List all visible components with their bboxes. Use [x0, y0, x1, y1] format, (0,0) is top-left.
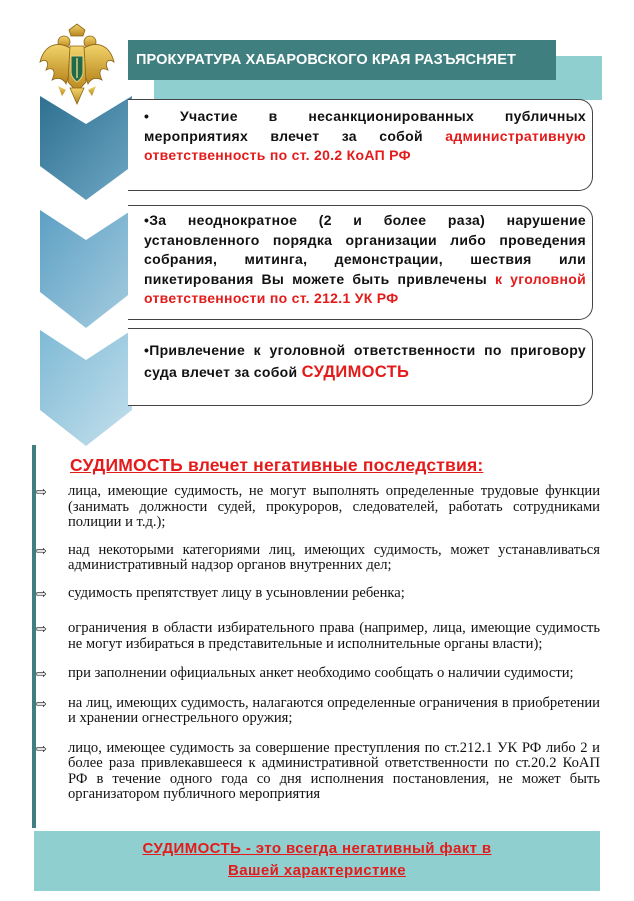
step-3-box — [128, 328, 593, 406]
list-item-text: судимость препятствует лицу в усыновлении ребенка; — [68, 584, 405, 601]
page-title: ПРОКУРАТУРА ХАБАРОВСКОГО КРАЯ РАЗЪЯСНЯЕТ — [128, 40, 556, 80]
list-item — [36, 696, 600, 727]
arrow-right-icon: ⇨ — [36, 622, 47, 637]
list-item — [36, 621, 600, 652]
step-1-box — [128, 99, 593, 191]
step-2-highlight: к уголовной ответственности по ст. 212.1 УК РФ — [144, 270, 586, 306]
footer-text — [34, 838, 600, 882]
list-item — [36, 484, 600, 531]
step-2-box — [128, 205, 593, 320]
consequences-title: СУДИМОСТЬ влечет негативные последствия: — [70, 455, 484, 475]
step-1-chevron — [40, 96, 132, 200]
step-3-text: •Привлечение к уголовной ответственности по приговору суда влечет за собой — [144, 342, 586, 380]
list-item-text: лица, имеющие судимость, не могут выполнять определенные трудовые функции (занимать должности судей, прокуроров, следователей, работать сотрудниками полиции и т.д.); — [68, 483, 600, 530]
step-2-text: •За неоднократное (2 и более раза) нарушение установленного порядка организации либо проведения собрания, митинга, демонстрации, шествия или пикетирования Вы можете быть привлечены — [144, 212, 586, 287]
arrow-right-icon: ⇨ — [36, 696, 47, 712]
list-item-text: над некоторыми категориями лиц, имеющих судимость, может устанавливаться административный надзор органов внутренних дел; — [68, 541, 600, 573]
consequences-list — [36, 484, 600, 803]
step-1-highlight: административную ответственность по ст. 20.2 КоАП РФ — [144, 127, 586, 163]
step-3-highlight: СУДИМОСТЬ — [301, 363, 410, 381]
list-item-text: на лиц, имеющих судимость, налагаются определенные ограничения в приобретении и хранении огнестрельного оружия; — [68, 694, 600, 726]
list-item-text: лицо, имеющее судимость за совершение преступления по ст.212.1 УК РФ либо 2 и более раза привлекавшееся к административной ответственности по ст.20.2 КоАП РФ в течение одного года со дня исполнения постановления, не может быть организатором публичного мероприятия — [68, 739, 600, 802]
list-item — [36, 741, 600, 803]
step-3-chevron — [40, 330, 132, 446]
arrow-right-icon: ⇨ — [36, 741, 47, 757]
step-2-chevron — [40, 210, 132, 328]
list-item-text: при заполнении официальных анкет необходимо сообщать о наличии судимости; — [68, 665, 574, 681]
arrow-right-icon: ⇨ — [36, 485, 47, 500]
list-item — [36, 586, 600, 602]
arrow-right-icon: ⇨ — [36, 586, 47, 602]
step-1-text: • Участие в несанкционированных публичных мероприятиях влечет за собой — [144, 108, 586, 144]
arrow-right-icon: ⇨ — [36, 543, 47, 559]
list-item — [36, 666, 600, 682]
footer-line-2: Вашей характеристике — [228, 862, 406, 879]
arrow-right-icon: ⇨ — [36, 667, 47, 682]
list-item-text: ограничения в области избирательного права (например, лица, имеющие судимость не могут избираться в представительные и исполнительные органы власти); — [68, 620, 600, 652]
footer-line-1: СУДИМОСТЬ - это всегда негативный факт в — [142, 840, 492, 857]
list-item — [36, 543, 600, 574]
